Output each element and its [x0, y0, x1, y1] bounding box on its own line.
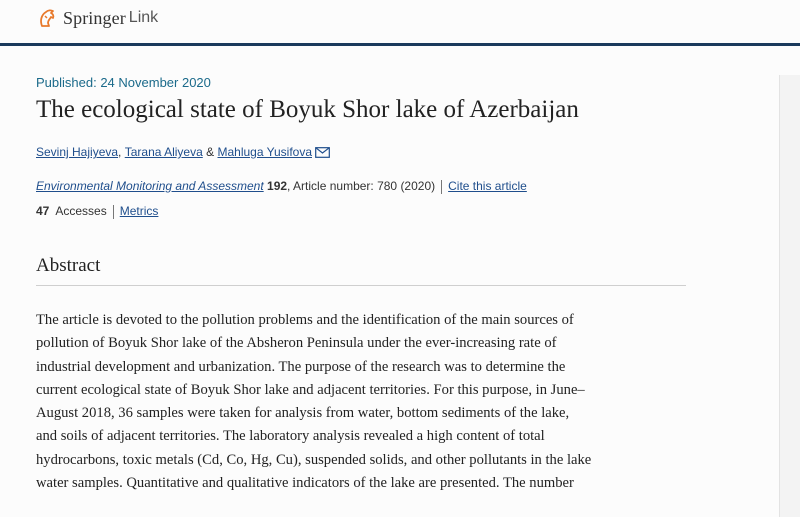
mail-icon[interactable] [315, 147, 330, 158]
right-sidebar [779, 75, 800, 517]
springer-link-logo[interactable] [36, 6, 158, 30]
abstract-line: current ecological state of Boyuk Shor lake and adjacent territories. For this purpose, in June– [36, 381, 585, 398]
metrics-link[interactable]: Metrics [119, 204, 159, 218]
cite-this-article-link[interactable]: Cite this article [448, 179, 527, 193]
abstract-line: The article is devoted to the pollution problems and the identification of the main sources of [36, 312, 574, 328]
abstract-divider [36, 285, 686, 286]
abstract-line: industrial development and urbanization. The purpose of the research was to determine the [36, 358, 566, 375]
header-divider [0, 43, 800, 46]
logo-subword: Link [128, 9, 159, 26]
citation-line [36, 179, 527, 194]
author-separator: & [206, 145, 215, 159]
volume-number: 192 [267, 179, 288, 193]
author-link-2[interactable]: Tarana Aliyeva [124, 145, 203, 159]
author-list [36, 145, 330, 159]
divider [113, 205, 114, 219]
accesses-count: 47 [36, 204, 50, 218]
journal-link[interactable]: Environmental Monitoring and Assessment [36, 179, 264, 193]
abstract-line: pollution of Boyuk Shor lake of the Absheron Peninsula under the ever-increasing rate of [36, 335, 557, 352]
abstract-line: August 2018, 36 samples were taken for analysis from water, bottom sediments of the lake, [36, 405, 570, 422]
logo-wordmark: Springer [63, 7, 126, 28]
abstract-line: water samples. Quantitative and qualitative indicators of the lake are presented. The number [36, 475, 574, 492]
abstract-line: hydrocarbons, toxic metals (Cd, Co, Hg, Cu), suspended solids, and other pollutants in the lake [36, 451, 592, 468]
site-header [0, 0, 800, 43]
author-separator: , [118, 145, 122, 159]
springer-horse-icon [36, 7, 58, 29]
divider [441, 180, 442, 194]
abstract-line: and soils of adjacent territories. The laboratory analysis revealed a high content of total [36, 428, 545, 445]
article-number: , Article number: 780 (2020) [287, 179, 436, 193]
article-title: The ecological state of Boyuk Shor lake of Azerbaijan [36, 96, 579, 123]
abstract-heading: Abstract [36, 255, 101, 276]
accesses-line [36, 204, 158, 219]
author-link-1[interactable]: Sevinj Hajiyeva [36, 145, 119, 159]
published-date: Published: 24 November 2020 [36, 75, 211, 90]
accesses-label: Accesses [55, 204, 107, 218]
author-link-3[interactable]: Mahluga Yusifova [217, 145, 312, 159]
abstract-text [36, 309, 696, 495]
